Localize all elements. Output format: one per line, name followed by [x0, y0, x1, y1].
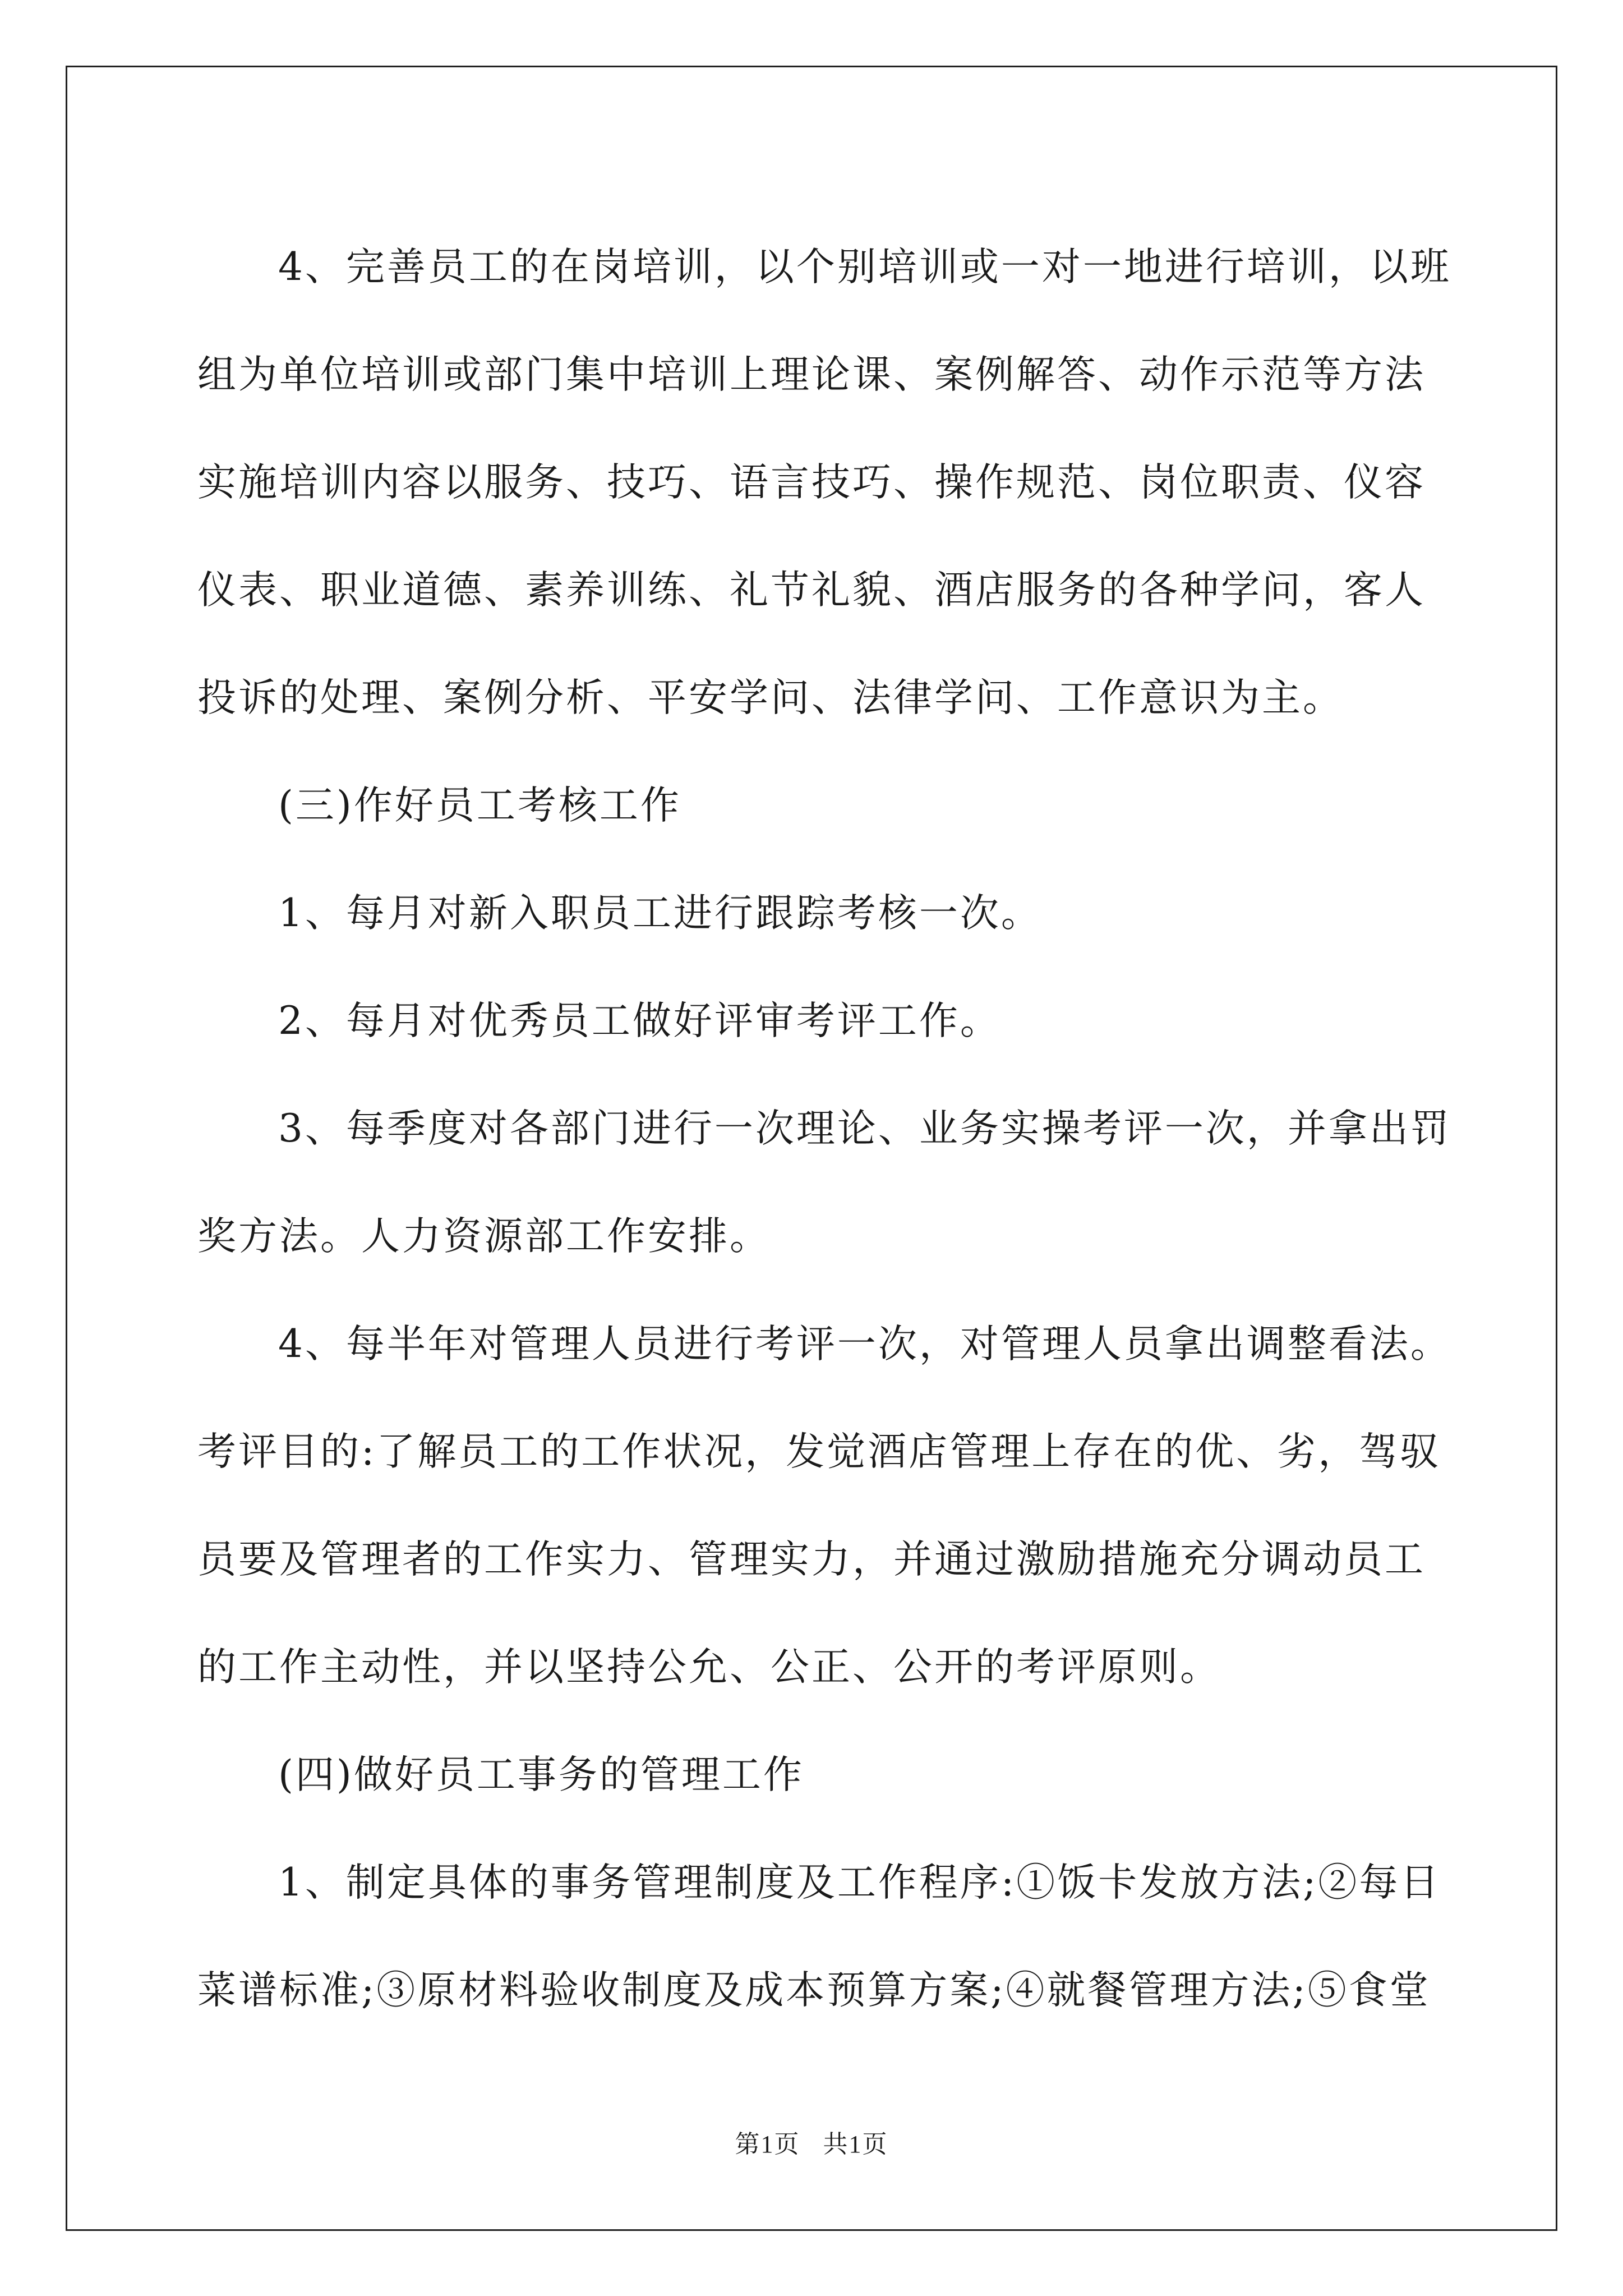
paragraph-line: 4、完善员工的在岗培训，以个别培训或一对一地进行培训，以班	[278, 245, 1451, 289]
paragraph-line: 2、每月对优秀员工做好评审考评工作。	[278, 999, 1001, 1043]
paragraph-line: 的工作主动性，并以坚持公允、公正、公开的考评原则。	[197, 1645, 1221, 1690]
paragraph-line: 考评目的:了解员工的工作状况，发觉酒店管理上存在的优、劣，驾驭	[197, 1429, 1441, 1474]
paragraph-line: 1、制定具体的事务管理制度及工作程序:①饭卡发放方法;②每日	[278, 1860, 1441, 1905]
section-heading: (四)做好员工事务的管理工作	[278, 1752, 804, 1797]
paragraph-line: 4、每半年对管理人员进行考评一次，对管理人员拿出调整看法。	[278, 1322, 1451, 1366]
paragraph-line: 仪表、职业道德、素养训练、礼节礼貌、酒店服务的各种学问，客人	[197, 568, 1426, 613]
paragraph-line: 组为单位培训或部门集中培训上理论课、案例解答、动作示范等方法	[197, 352, 1426, 397]
document-body	[197, 213, 1451, 2044]
page-total: 共1页	[823, 2131, 888, 2158]
paragraph-line: 投诉的处理、案例分析、平安学问、法律学问、工作意识为主。	[197, 675, 1344, 720]
section-heading: (三)作好员工考核工作	[278, 783, 681, 828]
paragraph-line: 1、每月对新入职员工进行跟踪考核一次。	[278, 891, 1042, 936]
paragraph-line: 实施培训内容以服务、技巧、语言技巧、操作规范、岗位职责、仪容	[197, 460, 1426, 505]
page-footer	[0, 2124, 1623, 2160]
paragraph-line: 奖方法。人力资源部工作安排。	[197, 1214, 771, 1259]
paragraph-line: 3、每季度对各部门进行一次理论、业务实操考评一次，并拿出罚	[278, 1106, 1451, 1151]
page-number: 第1页	[735, 2131, 800, 2158]
paragraph-line: 员要及管理者的工作实力、管理实力，并通过激励措施充分调动员工	[197, 1537, 1426, 1582]
paragraph-line: 菜谱标准;③原材料验收制度及成本预算方案;④就餐管理方法;⑤食堂	[197, 1968, 1431, 2013]
